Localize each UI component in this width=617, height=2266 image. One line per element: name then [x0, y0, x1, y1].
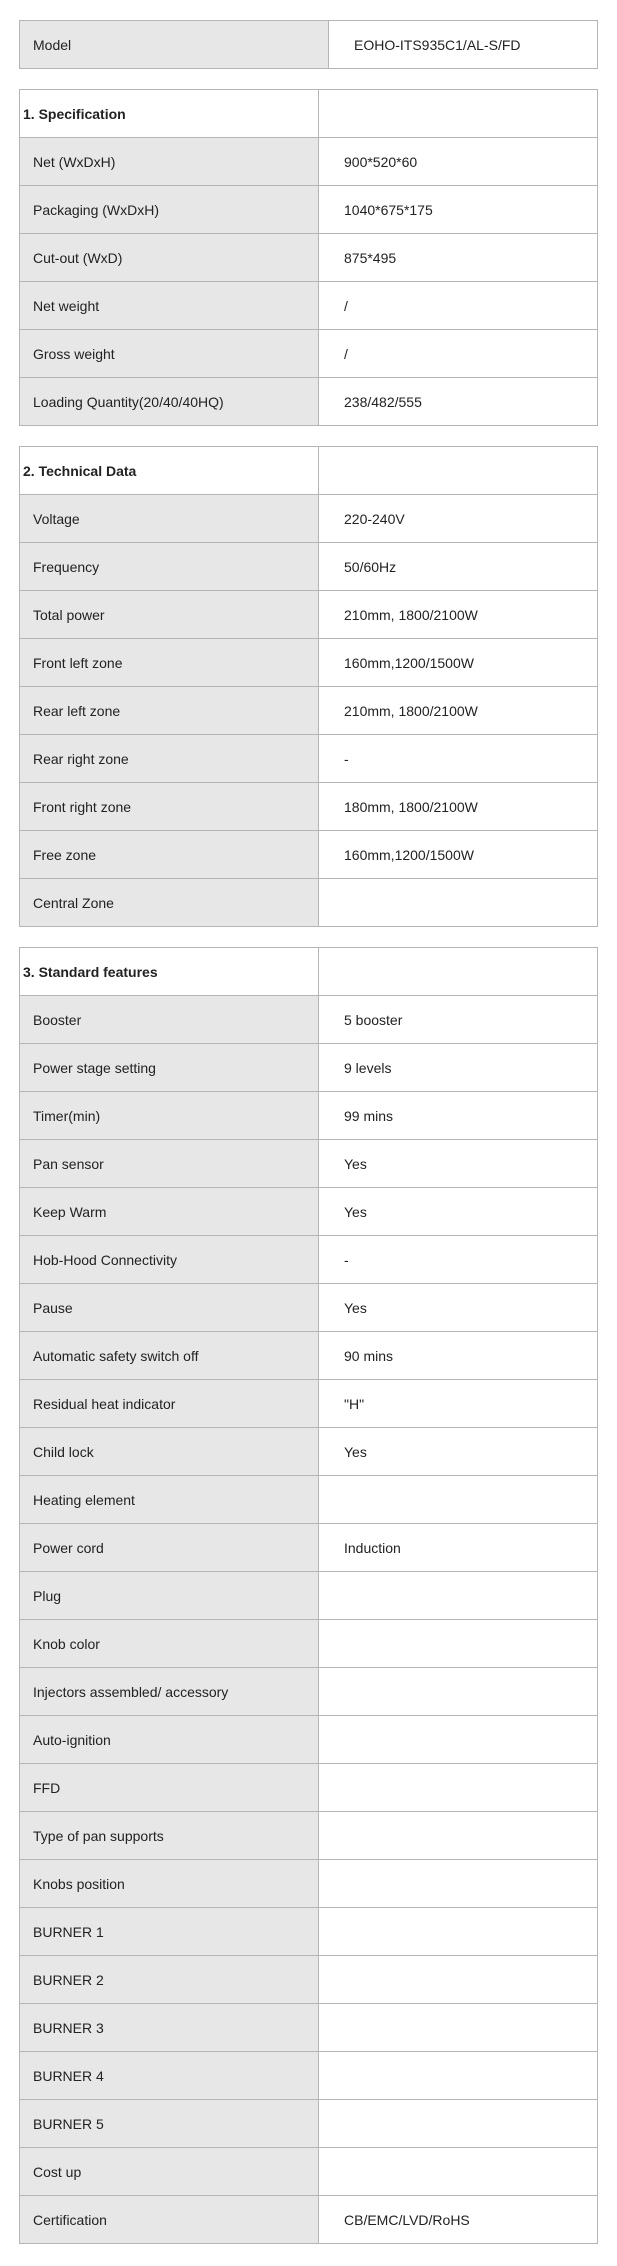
row-label: Packaging (WxDxH) — [20, 186, 319, 234]
section-title: 3. Standard features — [20, 948, 319, 996]
section-header-blank — [319, 447, 598, 495]
row-value: Induction — [319, 1524, 598, 1572]
row-label: Knob color — [20, 1620, 319, 1668]
section-header — [20, 948, 598, 996]
row-value: 50/60Hz — [319, 543, 598, 591]
standard-features-table — [19, 947, 598, 2244]
row-label: Rear left zone — [20, 687, 319, 735]
table-row — [20, 330, 598, 378]
section-header-blank — [319, 90, 598, 138]
row-value: 210mm, 1800/2100W — [319, 687, 598, 735]
row-label: Plug — [20, 1572, 319, 1620]
row-label: Auto-ignition — [20, 1716, 319, 1764]
table-row — [20, 378, 598, 426]
row-label: Residual heat indicator — [20, 1380, 319, 1428]
table-row — [20, 1812, 598, 1860]
row-label: Front right zone — [20, 783, 319, 831]
row-label: Pause — [20, 1284, 319, 1332]
row-value — [319, 2004, 598, 2052]
row-value: Yes — [319, 1284, 598, 1332]
section-header — [20, 447, 598, 495]
table-row — [20, 1572, 598, 1620]
row-label: BURNER 5 — [20, 2100, 319, 2148]
table-row — [20, 234, 598, 282]
row-value — [319, 1620, 598, 1668]
table-row — [20, 2052, 598, 2100]
table-row — [20, 639, 598, 687]
table-row — [20, 186, 598, 234]
row-value — [319, 879, 598, 927]
row-label: Gross weight — [20, 330, 319, 378]
row-value: 210mm, 1800/2100W — [319, 591, 598, 639]
table-row — [20, 879, 598, 927]
row-value: Yes — [319, 1140, 598, 1188]
model-value: EOHO-ITS935C1/AL-S/FD — [329, 21, 598, 69]
row-value — [319, 2100, 598, 2148]
row-label: Net (WxDxH) — [20, 138, 319, 186]
row-label: Certification — [20, 2196, 319, 2244]
row-label: Heating element — [20, 1476, 319, 1524]
table-row — [20, 2196, 598, 2244]
row-label: Front left zone — [20, 639, 319, 687]
row-value: CB/EMC/LVD/RoHS — [319, 2196, 598, 2244]
row-value: / — [319, 282, 598, 330]
table-row — [20, 1044, 598, 1092]
row-label: Rear right zone — [20, 735, 319, 783]
row-label: Type of pan supports — [20, 1812, 319, 1860]
row-label: Net weight — [20, 282, 319, 330]
row-value: 220-240V — [319, 495, 598, 543]
row-value: 160mm,1200/1500W — [319, 639, 598, 687]
technical-data-table — [19, 446, 598, 927]
row-value: - — [319, 1236, 598, 1284]
row-value: "H" — [319, 1380, 598, 1428]
row-label: Power stage setting — [20, 1044, 319, 1092]
table-row — [20, 1860, 598, 1908]
model-label: Model — [20, 21, 329, 69]
row-value: 160mm,1200/1500W — [319, 831, 598, 879]
row-label: BURNER 2 — [20, 1956, 319, 2004]
table-row — [20, 1188, 598, 1236]
table-row — [20, 2148, 598, 2196]
row-value: 99 mins — [319, 1092, 598, 1140]
row-label: Booster — [20, 996, 319, 1044]
table-row — [20, 687, 598, 735]
row-value — [319, 1668, 598, 1716]
row-value: / — [319, 330, 598, 378]
row-value — [319, 1476, 598, 1524]
table-row — [20, 1524, 598, 1572]
table-row — [20, 591, 598, 639]
row-value — [319, 1812, 598, 1860]
model-table — [19, 20, 598, 69]
table-row — [20, 1764, 598, 1812]
row-value — [319, 2052, 598, 2100]
row-label: Cost up — [20, 2148, 319, 2196]
row-label: Keep Warm — [20, 1188, 319, 1236]
model-row — [20, 21, 598, 69]
table-row — [20, 1428, 598, 1476]
row-label: Timer(min) — [20, 1092, 319, 1140]
table-row — [20, 543, 598, 591]
table-row — [20, 1284, 598, 1332]
row-label: Knobs position — [20, 1860, 319, 1908]
table-row — [20, 1956, 598, 2004]
table-row — [20, 1716, 598, 1764]
row-value — [319, 1908, 598, 1956]
row-label: Automatic safety switch off — [20, 1332, 319, 1380]
table-row — [20, 735, 598, 783]
row-label: Voltage — [20, 495, 319, 543]
row-value: 90 mins — [319, 1332, 598, 1380]
row-value: - — [319, 735, 598, 783]
table-row — [20, 1668, 598, 1716]
table-row — [20, 1908, 598, 1956]
row-label: Power cord — [20, 1524, 319, 1572]
row-label: Cut-out (WxD) — [20, 234, 319, 282]
row-label: Pan sensor — [20, 1140, 319, 1188]
row-label: Child lock — [20, 1428, 319, 1476]
table-row — [20, 495, 598, 543]
section-header-blank — [319, 948, 598, 996]
section-title: 1. Specification — [20, 90, 319, 138]
row-value: Yes — [319, 1428, 598, 1476]
table-row — [20, 1332, 598, 1380]
row-label: Total power — [20, 591, 319, 639]
row-label: Central Zone — [20, 879, 319, 927]
row-value: 5 booster — [319, 996, 598, 1044]
row-label: BURNER 4 — [20, 2052, 319, 2100]
table-row — [20, 783, 598, 831]
section-title: 2. Technical Data — [20, 447, 319, 495]
table-row — [20, 1620, 598, 1668]
table-row — [20, 282, 598, 330]
table-row — [20, 996, 598, 1044]
row-label: Hob-Hood Connectivity — [20, 1236, 319, 1284]
row-value — [319, 1572, 598, 1620]
table-row — [20, 1236, 598, 1284]
row-label: BURNER 1 — [20, 1908, 319, 1956]
section-header — [20, 90, 598, 138]
table-row — [20, 1380, 598, 1428]
row-value — [319, 1956, 598, 2004]
row-value — [319, 1764, 598, 1812]
row-value: 900*520*60 — [319, 138, 598, 186]
row-value: 180mm, 1800/2100W — [319, 783, 598, 831]
table-row — [20, 1140, 598, 1188]
row-value: 875*495 — [319, 234, 598, 282]
row-value: Yes — [319, 1188, 598, 1236]
table-row — [20, 2100, 598, 2148]
row-label: Free zone — [20, 831, 319, 879]
table-row — [20, 138, 598, 186]
specification-table — [19, 89, 598, 426]
table-row — [20, 831, 598, 879]
row-label: FFD — [20, 1764, 319, 1812]
row-value: 9 levels — [319, 1044, 598, 1092]
table-row — [20, 1476, 598, 1524]
row-value: 238/482/555 — [319, 378, 598, 426]
row-label: Loading Quantity(20/40/40HQ) — [20, 378, 319, 426]
row-value — [319, 1860, 598, 1908]
row-value — [319, 1716, 598, 1764]
table-row — [20, 2004, 598, 2052]
row-label: BURNER 3 — [20, 2004, 319, 2052]
table-row — [20, 1092, 598, 1140]
row-value — [319, 2148, 598, 2196]
row-value: 1040*675*175 — [319, 186, 598, 234]
row-label: Injectors assembled/ accessory — [20, 1668, 319, 1716]
row-label: Frequency — [20, 543, 319, 591]
